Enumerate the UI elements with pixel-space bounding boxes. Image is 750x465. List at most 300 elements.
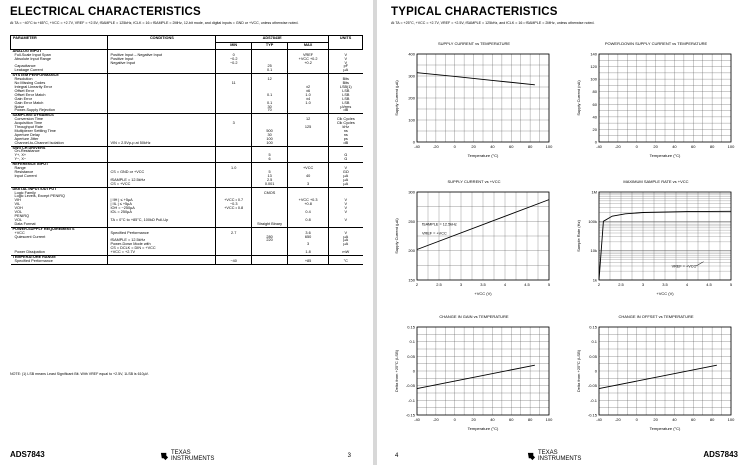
condition-cell: Positive Input – Negative Input	[108, 54, 216, 58]
max-cell: 3	[288, 183, 329, 187]
param-cell: +VCC	[14, 230, 25, 235]
x-tick-label: -20	[432, 144, 439, 149]
test-conditions: At TA = −40°C to +85°C, +VCC = +2.7V, VREF = +2.5V, fSAMPLE = 125kHz, fCLK = 16 • fSAMPLE = 2MHz, 12-bit mode, and digital inputs = GND or +VCC, unless otherwise noted.	[10, 21, 299, 25]
chart-svg	[573, 42, 739, 162]
typ-cell: 70	[252, 109, 288, 113]
y-tick-label: -0.05	[587, 383, 597, 389]
ti-logo-icon	[160, 452, 169, 461]
param-cell: Aperture Delay	[14, 132, 40, 137]
y-axis-label: Delta from +25°C (LSB)	[394, 349, 399, 393]
min-cell: 3	[216, 122, 252, 126]
param-cell: Logic Levels, Except PENIRQ	[14, 194, 65, 199]
page-number: 3	[347, 453, 351, 459]
typ-cell: 6	[252, 158, 288, 162]
ti-logo	[527, 450, 581, 462]
page-number: 4	[395, 453, 399, 459]
param-cell: Quiescent Current	[14, 234, 46, 239]
x-axis-label: +VCC (V)	[474, 291, 492, 296]
x-tick-label: 60	[691, 144, 696, 149]
unit-cell: µA	[329, 69, 363, 73]
datasheet-page-4	[377, 0, 750, 465]
x-tick-label: 5	[729, 282, 733, 287]
y-tick-label: 0.1	[409, 339, 415, 345]
unit-cell: GΩ	[329, 171, 363, 175]
unit-cell: Clk Cycles	[329, 118, 363, 122]
param-cell: Resolution	[14, 77, 33, 82]
y-tick-label: 0.15	[589, 324, 597, 330]
unit-cell: V	[329, 167, 363, 171]
table-row	[11, 260, 363, 264]
condition-cell: Positive Input	[108, 58, 216, 62]
param-cell: Input Current	[14, 173, 37, 178]
param-cell: Integral Linearity Error	[14, 84, 53, 89]
datasheet-page-3	[0, 0, 373, 465]
y-tick-label: 0.05	[589, 353, 597, 359]
chart-annotation: fSAMPLE = 12.5kHz	[422, 222, 457, 227]
min-cell: 1.0	[216, 167, 252, 171]
col-model: ADS7843E	[216, 36, 329, 43]
y-tick-label: 10k	[590, 248, 597, 254]
typ-cell: 2.5	[252, 179, 288, 183]
x-tick-label: 60	[691, 417, 696, 422]
chart-c6	[573, 315, 739, 435]
x-tick-label: 3.5	[480, 282, 486, 287]
series-line	[417, 365, 535, 388]
y-tick-label: 300	[408, 73, 415, 79]
x-tick-label: 2.5	[618, 282, 624, 287]
max-cell: +VCC +0.3	[288, 199, 329, 203]
chart-svg	[391, 42, 557, 162]
y-tick-label: 200	[408, 95, 415, 101]
col-parameter: PARAMETER	[11, 36, 108, 50]
unit-cell: Ω	[329, 154, 363, 158]
chart-c3	[391, 180, 557, 300]
section-heading: REFERENCE INPUT	[11, 163, 108, 167]
y-tick-label: 60	[592, 101, 597, 107]
param-cell: Resistance	[14, 170, 34, 174]
test-conditions: At TA = +25°C, +VCC = +2.7V, VREF = +2.5V, fSAMPLE = 125kHz, and fCLK = 16 • fSAMPLE = 2MHz, unless otherwise noted.	[391, 21, 595, 25]
unit-cell: V	[329, 207, 363, 211]
param-cell: VOL	[14, 210, 23, 215]
condition-cell: VIN = 2.5Vp-p at 50kHz	[108, 142, 216, 146]
x-tick-label: 20	[471, 144, 476, 149]
param-cell: Conversion Time	[14, 117, 43, 122]
unit-cell: LSB(1)	[329, 86, 363, 90]
x-tick-label: -20	[432, 417, 439, 422]
logo-line-1: TEXAS	[171, 450, 191, 456]
unit-cell: µA	[329, 183, 363, 187]
max-cell: 650	[288, 236, 329, 240]
section-heading: ANALOG INPUT	[11, 49, 108, 53]
typ-cell: 0.1	[252, 69, 288, 73]
y-tick-label: 1k	[592, 277, 597, 283]
unit-cell: Bits	[329, 82, 363, 86]
col-typ: TYP	[252, 42, 288, 49]
x-tick-label: 40	[672, 144, 677, 149]
param-cell: No Missing Codes	[14, 81, 46, 86]
chart-svg	[391, 180, 557, 300]
chart-title: POWER-DOWN SUPPLY CURRENT vs TEMPERATURE	[604, 41, 708, 46]
section-heading: TEMPERATURE RANGE	[11, 256, 108, 260]
typ-cell: 280	[252, 236, 288, 240]
footer-model: ADS7843	[703, 450, 738, 459]
max-cell: 3	[288, 243, 329, 247]
x-tick-label: 4	[685, 282, 689, 287]
x-tick-label: 2	[415, 282, 419, 287]
chart-svg	[391, 315, 557, 435]
col-conditions: CONDITIONS	[108, 36, 216, 50]
typ-cell: 100	[252, 138, 288, 142]
logo-line-2: INSTRUMENTS	[538, 456, 582, 462]
max-cell: VREF	[288, 54, 329, 58]
param-cell: Power-Supply Rejection	[14, 108, 56, 113]
min-cell: 11	[216, 82, 252, 86]
unit-cell: µA	[329, 236, 363, 240]
param-cell: On-Resistance	[14, 149, 40, 154]
y-tick-label: 0	[412, 368, 415, 374]
x-tick-label: 40	[490, 144, 495, 149]
param-cell: PENIRQ	[14, 213, 30, 218]
max-cell: +VCC +0.2	[288, 58, 329, 62]
x-tick-label: -40	[414, 417, 420, 422]
condition-cell: CS = +VCC	[108, 183, 216, 187]
chart-title: CHANGE IN GAIN vs TEMPERATURE	[439, 314, 509, 319]
x-tick-label: 3.5	[662, 282, 668, 287]
max-cell: 12	[288, 118, 329, 122]
param-cell: Aperture Jitter	[14, 136, 39, 141]
unit-cell: V	[329, 232, 363, 236]
y-tick-label: 40	[592, 114, 597, 120]
x-tick-label: 20	[471, 417, 476, 422]
unit-cell: µA	[329, 239, 363, 243]
x-tick-label: 5	[547, 282, 551, 287]
x-tick-label: 3	[459, 282, 463, 287]
max-cell: 3.6	[288, 232, 329, 236]
chart-svg	[573, 180, 739, 300]
x-axis-label: Temperature (°C)	[649, 426, 681, 431]
min-cell: −0.2	[216, 62, 252, 66]
logo-line-1: TEXAS	[538, 450, 558, 456]
param-cell: Power Dissipation	[14, 250, 45, 255]
col-units: UNITS	[329, 36, 363, 50]
condition-cell: fSAMPLE = 12.5kHz	[108, 179, 216, 183]
x-tick-label: -20	[614, 417, 621, 422]
typ-cell: 500	[252, 130, 288, 134]
y-tick-label: 100k	[588, 218, 597, 224]
param-cell: Full-Scale Input Span	[14, 52, 51, 57]
typ-cell	[252, 260, 288, 264]
table-footnote: NOTE: (1) LSB means Least Significant Bit. With VREF equal to +2.5V, 1LSB is 610µV.	[10, 372, 149, 376]
x-tick-label: 100	[727, 417, 735, 422]
unit-cell: V	[329, 219, 363, 223]
max-cell: 0.8	[288, 219, 329, 223]
chart-annotation: VREF = +VCC	[422, 231, 447, 236]
condition-cell: fSAMPLE = 12.5kHz	[108, 239, 216, 243]
condition-cell: +VCC = +2.7V	[108, 251, 216, 255]
x-tick-label: 80	[527, 417, 533, 422]
param-cell: Gain Error Match	[14, 100, 44, 105]
y-tick-label: 20	[592, 126, 597, 132]
y-tick-label: 0.1	[591, 339, 597, 345]
unit-cell: ns	[329, 130, 363, 134]
y-tick-label: 120	[590, 64, 597, 70]
max-cell: 0.4	[288, 211, 329, 215]
x-tick-label: 100	[545, 144, 553, 149]
typ-cell: 30	[252, 134, 288, 138]
section-heading: SYSTEM PERFORMANCE	[11, 74, 108, 78]
param-cell: Y−, X−	[14, 157, 27, 162]
param-cell: VOH	[14, 206, 23, 211]
section-heading: SWITCH DRIVERS	[11, 146, 108, 150]
min-cell: +VCC • 0.7	[216, 199, 252, 203]
x-tick-label: -40	[414, 144, 420, 149]
typ-cell: 0.1	[252, 94, 288, 98]
section-heading: DIGITAL INPUT/OUTPUT	[11, 187, 108, 191]
unit-cell: ns	[329, 134, 363, 138]
unit-cell: µVrms	[329, 106, 363, 110]
y-tick-label: 400	[408, 51, 415, 57]
x-tick-label: 100	[727, 144, 735, 149]
unit-cell: V	[329, 203, 363, 207]
param-cell: Leakage Current	[14, 68, 43, 73]
section-heading: SAMPLING DYNAMICS	[11, 114, 108, 118]
typ-cell: 12	[252, 78, 288, 82]
page-title: ELECTRICAL CHARACTERISTICS	[10, 6, 201, 18]
param-cell: Throughput Rate	[14, 125, 43, 130]
unit-cell: µA	[329, 179, 363, 183]
chart-c4	[573, 180, 739, 300]
x-tick-label: 3	[641, 282, 645, 287]
param-cell: Multiplexer Settling Time	[14, 128, 56, 133]
typ-cell: 13	[252, 175, 288, 179]
unit-cell: dB	[329, 142, 363, 146]
ti-logo-icon	[527, 452, 536, 461]
max-cell: +0.2	[288, 62, 329, 66]
x-tick-label: 0	[635, 417, 638, 422]
series-line	[417, 73, 535, 85]
chart-c1	[391, 42, 557, 162]
y-tick-label: -0.15	[405, 412, 415, 418]
chart-title: MAXIMUM SAMPLE RATE vs +VCC	[623, 179, 689, 184]
unit-cell: dB	[329, 109, 363, 113]
y-tick-label: 100	[590, 76, 597, 82]
param-cell: Channel-to-Channel Isolation	[14, 140, 64, 145]
y-tick-label: 1M	[591, 189, 597, 195]
condition-cell: CS = DCLK = DIN = +VCC	[108, 247, 216, 251]
typ-cell: 25	[252, 65, 288, 69]
section-heading: POWER-SUPPLY REQUIREMENTS	[11, 227, 108, 231]
x-axis-label: Temperature (°C)	[467, 153, 499, 158]
param-cell: Data Format	[14, 221, 36, 226]
y-axis-label: Supply Current (nA)	[576, 80, 581, 116]
condition-cell: Specified Performance	[108, 232, 216, 236]
y-tick-label: 0	[594, 139, 597, 145]
y-tick-label: 0	[412, 139, 415, 145]
x-tick-label: 60	[509, 417, 514, 422]
max-cell: 1.0	[288, 94, 329, 98]
condition-cell: TA = 0°C to +85°C, 100kΩ Pull-Up	[108, 219, 216, 223]
condition-cell	[108, 260, 216, 264]
y-axis-label: Supply Current (µA)	[394, 218, 399, 254]
max-cell: ±6	[288, 90, 329, 94]
x-tick-label: 0	[453, 144, 456, 149]
y-tick-label: 0.15	[407, 324, 415, 330]
y-tick-label: 0.05	[407, 353, 415, 359]
unit-cell: V	[329, 58, 363, 62]
min-cell: −0.2	[216, 58, 252, 62]
x-tick-label: 4	[503, 282, 507, 287]
max-cell: +VCC	[288, 167, 329, 171]
unit-cell: µA	[329, 243, 363, 247]
unit-cell: LSB	[329, 94, 363, 98]
x-tick-label: 40	[490, 417, 495, 422]
chart-title: SUPPLY CURRENT vs TEMPERATURE	[437, 41, 511, 46]
y-axis-label: Sample Rate (Hz)	[576, 220, 581, 252]
typ-cell: 0.001	[252, 183, 288, 187]
max-cell: 1.0	[288, 102, 329, 106]
param-cell: Absolute Input Range	[14, 56, 52, 61]
unit-cell: V	[329, 54, 363, 58]
chart-c2	[573, 42, 739, 162]
series-line	[599, 365, 717, 388]
unit-cell: Clk Cycles	[329, 122, 363, 126]
unit-cell: pF	[329, 65, 363, 69]
chart-svg	[573, 315, 739, 435]
condition-cell: IOL = 250µA	[108, 211, 216, 215]
param-cell: VOL	[14, 217, 23, 222]
condition-cell: CS = GND or +VCC	[108, 171, 216, 175]
col-min: MIN	[216, 42, 252, 49]
condition-cell: | IIH | ≤ +5µA	[108, 199, 216, 203]
y-tick-label: -0.05	[405, 383, 415, 389]
x-tick-label: -40	[596, 144, 602, 149]
x-tick-label: 40	[672, 417, 677, 422]
typ-cell: 5	[252, 154, 288, 158]
chart-annotation: VREF = +VCC	[671, 264, 697, 269]
typ-cell: 30	[252, 106, 288, 110]
x-tick-label: 0	[453, 417, 456, 422]
min-cell: +VCC • 0.8	[216, 207, 252, 211]
max-cell: +85	[288, 260, 329, 264]
y-tick-label: -0.1	[408, 397, 415, 403]
unit-cell: Bits	[329, 78, 363, 82]
x-tick-label: 2.5	[436, 282, 442, 287]
param-cell: Logic Family	[14, 190, 36, 195]
unit-cell: Ω	[329, 158, 363, 162]
y-tick-label: 150	[408, 277, 415, 283]
y-tick-label: 140	[590, 51, 597, 57]
unit-cell: °C	[329, 260, 363, 264]
max-cell: 1.8	[288, 251, 329, 255]
page-title: TYPICAL CHARACTERISTICS	[391, 6, 558, 18]
unit-cell: V	[329, 211, 363, 215]
param-cell: Specified Performance	[11, 260, 108, 264]
x-tick-label: 20	[653, 417, 658, 422]
min-cell: 2.7	[216, 232, 252, 236]
y-tick-label: 100	[408, 117, 415, 123]
max-cell: +0.8	[288, 203, 329, 207]
x-tick-label: 4.5	[524, 282, 530, 287]
x-axis-label: +VCC (V)	[656, 291, 674, 296]
unit-cell: V	[329, 199, 363, 203]
param-cell: Noise	[14, 104, 25, 109]
param-cell: Offset Error	[14, 88, 35, 93]
unit-cell: V	[329, 62, 363, 66]
param-cell: Y+, X+	[14, 153, 27, 158]
param-cell: VIL	[14, 202, 21, 207]
x-axis-label: Temperature (°C)	[467, 426, 499, 431]
y-tick-label: -0.15	[587, 412, 597, 418]
x-tick-label: 60	[509, 144, 514, 149]
x-tick-label: -20	[614, 144, 621, 149]
chart-title: SUPPLY CURRENT vs +VCC	[447, 179, 501, 184]
logo-line-2: INSTRUMENTS	[171, 456, 215, 462]
unit-cell: kHz	[329, 126, 363, 130]
max-cell: ±2	[288, 86, 329, 90]
chart-title: CHANGE IN OFFSET vs TEMPERATURE	[618, 314, 694, 319]
param-cell: VIH	[14, 198, 21, 203]
unit-cell: ps	[329, 138, 363, 142]
x-tick-label: 2	[597, 282, 601, 287]
x-tick-label: 80	[709, 417, 715, 422]
x-tick-label: 80	[709, 144, 715, 149]
x-axis-label: Temperature (°C)	[649, 153, 681, 158]
y-axis-label: Delta from +25°C (LSB)	[576, 349, 581, 393]
y-tick-label: -0.1	[590, 397, 597, 403]
y-axis-label: Supply Current (µA)	[394, 80, 399, 116]
x-tick-label: 20	[653, 144, 658, 149]
min-cell: −40	[216, 260, 252, 264]
unit-cell: LSB	[329, 102, 363, 106]
typ-cell: 220	[252, 239, 288, 243]
y-tick-label: 80	[592, 89, 597, 95]
min-cell: 0	[216, 54, 252, 58]
typ-cell: Straight Binary	[252, 223, 288, 227]
unit-cell: LSB	[329, 98, 363, 102]
param-cell: Range	[14, 166, 26, 171]
typ-cell: 0.1	[252, 102, 288, 106]
unit-cell: LSB	[329, 90, 363, 94]
max-cell: 40	[288, 175, 329, 179]
chart-c5	[391, 315, 557, 435]
param-cell: Gain Error	[14, 96, 33, 101]
param-cell: Capacitance	[14, 64, 36, 69]
x-tick-label: 4.5	[706, 282, 712, 287]
typ-cell: 5	[252, 171, 288, 175]
y-tick-label: 200	[408, 248, 415, 254]
condition-cell: Negative Input	[108, 62, 216, 66]
condition-cell: IOH = −250µA	[108, 207, 216, 211]
x-tick-label: -40	[596, 417, 602, 422]
y-tick-label: 0	[594, 368, 597, 374]
max-cell: ±4	[288, 98, 329, 102]
y-tick-label: 300	[408, 189, 415, 195]
param-cell: Acquisition Time	[14, 121, 43, 126]
x-tick-label: 0	[635, 144, 638, 149]
y-tick-label: 250	[408, 218, 415, 224]
min-cell: −0.3	[216, 203, 252, 207]
spec-table-body	[11, 49, 363, 264]
param-cell: Offset Error Match	[14, 92, 46, 97]
condition-cell: | IIL | ≤ +5µA	[108, 203, 216, 207]
condition-cell: Power-Down Mode with	[108, 243, 216, 247]
x-tick-label: 100	[545, 417, 553, 422]
col-max: MAX	[288, 42, 329, 49]
electrical-characteristics-table	[10, 35, 363, 265]
unit-cell: µA	[329, 175, 363, 179]
typ-cell: CMOS	[252, 192, 288, 196]
x-tick-label: 80	[527, 144, 533, 149]
